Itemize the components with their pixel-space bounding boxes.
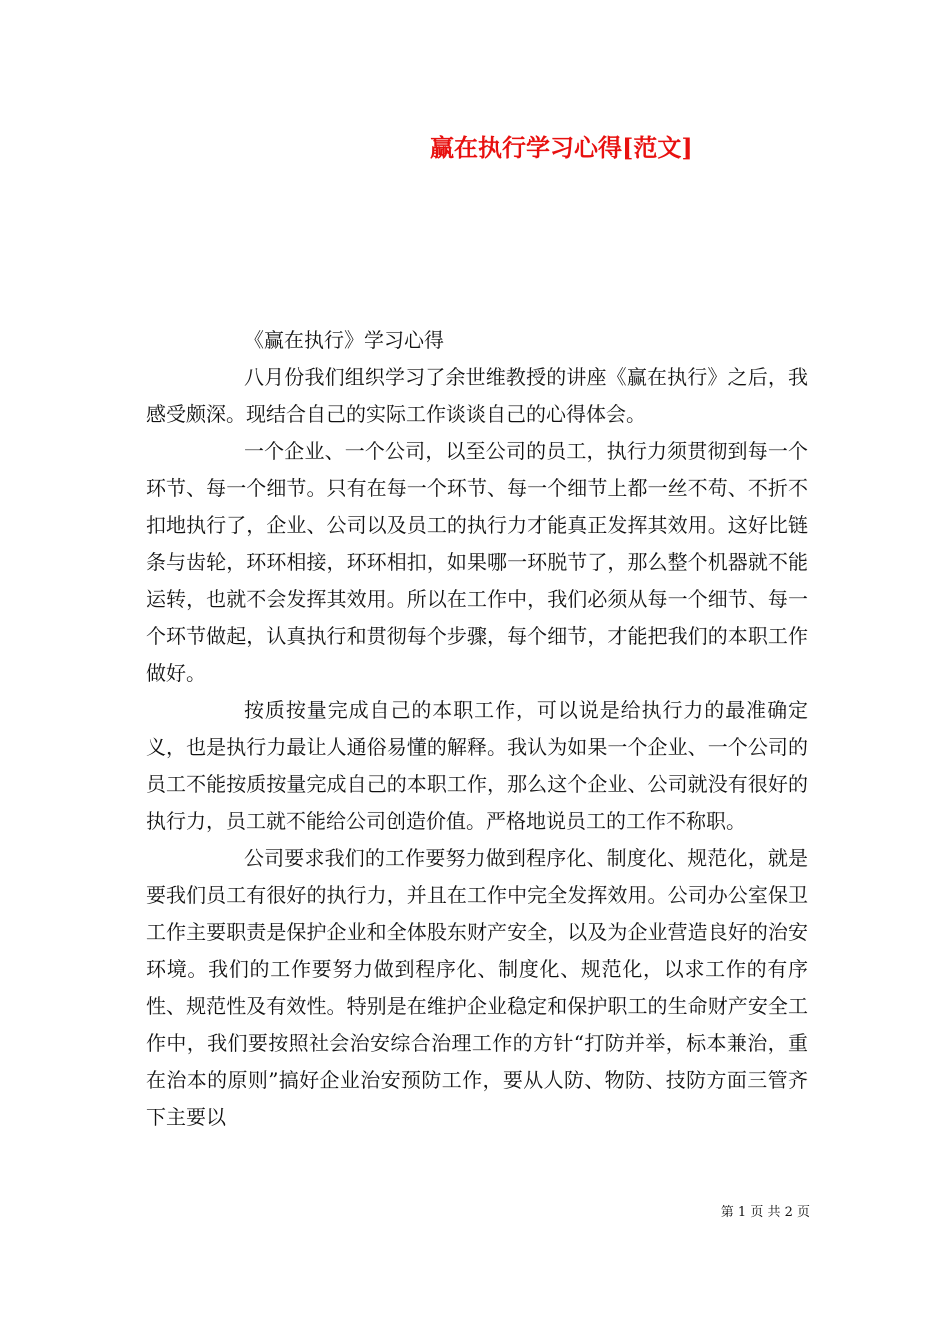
paragraph-3: 按质按量完成自己的本职工作，可以说是给执行力的最准确定义，也是执行力最让人通俗易懂的解释。我认为如果一个企业、一个公司的员工不能按质按量完成自己的本职工作，那么这个企业、公司就没有很好的执行力，员工就不能给公司创造价值。严格地说员工的工作不称职。 (146, 698, 808, 833)
document-body (146, 322, 808, 1136)
document-subtitle: 《赢在执行》学习心得 (244, 328, 444, 352)
paragraph-2: 一个企业、一个公司，以至公司的员工，执行力须贯彻到每一个环节、每一个细节。只有在每一个环节、每一个细节上都一丝不苟、不折不扣地执行了，企业、公司以及员工的执行力才能真正发挥其效用。这好比链条与齿轮，环环相接，环环相扣，如果哪一环脱节了，那么整个机器就不能运转，也就不会发挥其效用。所以在工作中，我们必须从每一个细节、每一个环节做起，认真执行和贯彻每个步骤，每个细节，才能把我们的本职工作做好。 (146, 439, 808, 685)
document-title: 赢在执行学习心得[范文] (430, 133, 693, 162)
paragraph-4: 公司要求我们的工作要努力做到程序化、制度化、规范化，就是要我们员工有很好的执行力，并且在工作中完全发挥效用。公司办公室保卫工作主要职责是保护企业和全体股东财产安全，以及为企业营造良好的治安环境。我们的工作要努力做到程序化、制度化、规范化，以求工作的有序性、规范性及有效性。特别是在维护企业稳定和保护职工的生命财产安全工作中，我们要按照社会治安综合治理工作的方针“打防并举，标本兼治，重在治本的原则”搞好企业治安预防工作，要从人防、物防、技防方面三管齐下主要以 (146, 846, 808, 1129)
page-number: 第 1 页 共 2 页 (720, 1205, 810, 1220)
paragraph-1: 八月份我们组织学习了余世维教授的讲座《赢在执行》之后，我感受颇深。现结合自己的实际工作谈谈自己的心得体会。 (146, 365, 808, 426)
